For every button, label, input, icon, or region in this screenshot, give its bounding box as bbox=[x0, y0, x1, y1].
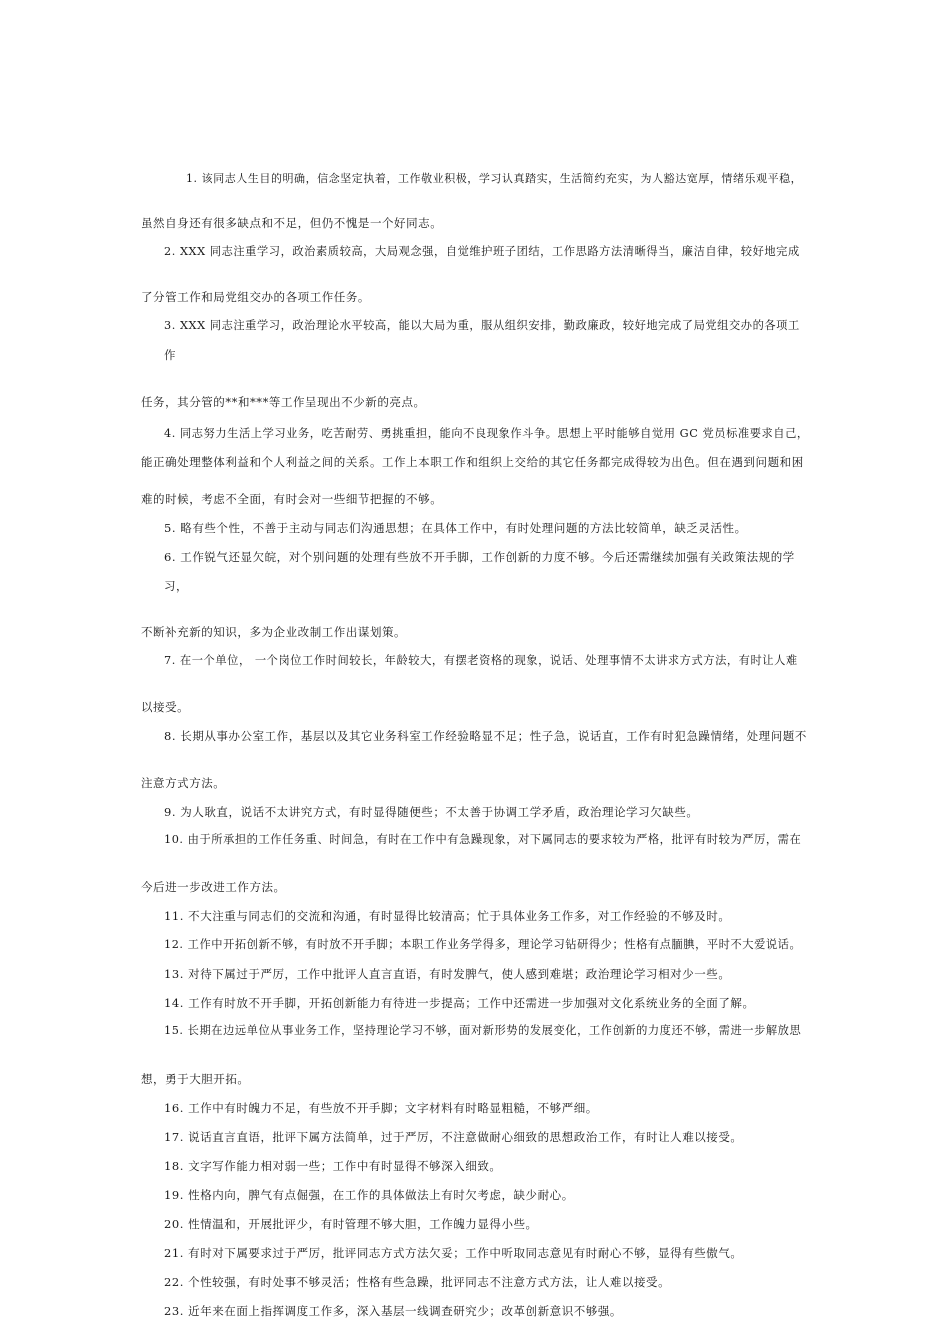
item-4-line-2: 能正确处理整体利益和个人利益之间的关系。工作上本职工作和组织上交给的其它任务都完成得较为出色。但在遇到问题和困 bbox=[141, 455, 804, 469]
item-6-line-1: 6. 工作锐气还显欠皖，对个别问题的处理有些放不开手脚，工作创新的力度不够。今后还需继续加强有关政策法规的学 bbox=[164, 550, 795, 564]
item-6-line-3: 不断补充新的知识，多为企业改制工作出谋划策。 bbox=[141, 625, 407, 639]
item-14-line-1: 14. 工作有时放不开手脚，开拓创新能力有待进一步提高；工作中还需进一步加强对文化系统业务的全面了解。 bbox=[164, 996, 755, 1010]
item-15-line-1: 15. 长期在边远单位从事业务工作，坚持理论学习不够，面对新形势的发展变化，工作创新的力度还不够，需进一步解放思 bbox=[164, 1024, 802, 1037]
item-18-line-1: 18. 文字写作能力相对弱一些；工作中有时显得不够深入细致。 bbox=[164, 1159, 502, 1173]
item-1-line-2: 虽然自身还有很多缺点和不足，但仍不愧是一个好同志。 bbox=[141, 216, 443, 230]
item-19-line-1: 19. 性格内向，脾气有点倔强，在工作的具体做法上有时欠考虑，缺少耐心。 bbox=[164, 1188, 574, 1202]
item-20-line-1: 20. 性情温和，开展批评少，有时管理不够大胆，工作魄力显得小些。 bbox=[164, 1217, 538, 1231]
item-7-line-2: 以接受。 bbox=[141, 700, 190, 714]
item-1-line-1: 1. 该同志人生目的明确，信念坚定执着，工作敬业积极，学习认真踏实，生活简约充实，为人豁达宽厚，情绪乐观平稳， bbox=[186, 172, 803, 185]
item-8-line-1: 8. 长期从事办公室工作，基层以及其它业务科室工作经验略显不足；性子急，说话直，工作有时犯急躁情绪，处理问题不 bbox=[164, 729, 807, 743]
item-22-line-1: 22. 个性较强，有时处事不够灵活；性格有些急躁，批评同志不注意方式方法，让人难以接受。 bbox=[164, 1275, 671, 1289]
item-10-line-2: 今后进一步改进工作方法。 bbox=[141, 880, 286, 894]
item-12-line-1: 12. 工作中开拓创新不够，有时放不开手脚；本职工作业务学得多，理论学习钻研得少；性格有点腼腆，平时不大爱说话。 bbox=[164, 938, 802, 951]
item-16-line-1: 16. 工作中有时魄力不足，有些放不开手脚；文字材料有时略显粗糙，不够严细。 bbox=[164, 1101, 598, 1115]
item-13-line-1: 13. 对待下属过于严厉，工作中批评人直言直语，有时发脾气，使人感到难堪；政治理论学习相对少一些。 bbox=[164, 967, 731, 981]
item-2-line-2: 了分管工作和局党组交办的各项工作任务。 bbox=[141, 290, 370, 304]
item-15-line-2: 想，勇于大胆开拓。 bbox=[141, 1072, 250, 1086]
item-8-line-2: 注意方式方法。 bbox=[141, 776, 226, 790]
item-21-line-1: 21. 有时对下属要求过于严厉，批评同志方式方法欠妥；工作中听取同志意见有时耐心不够，显得有些傲气。 bbox=[164, 1246, 743, 1260]
item-3-line-2: 作 bbox=[164, 348, 177, 362]
item-7-line-1: 7. 在一个单位， 一个岗位工作时间较长，年龄较大，有摆老资格的现象，说话、处理事情不太讲求方式方法，有时让人难 bbox=[164, 654, 798, 667]
item-4-line-1: 4. 同志努力生活上学习业务，吃苦耐劳、勇挑重担，能向不良现象作斗争。思想上平时能够自觉用 GC 党员标准要求自己， bbox=[164, 427, 809, 440]
item-5-line-1: 5. 略有些个性，不善于主动与同志们沟通思想；在具体工作中，有时处理问题的方法比较简单，缺乏灵活性。 bbox=[164, 521, 747, 535]
item-3-line-3: 任务，其分管的**和***等工作呈现出不少新的亮点。 bbox=[141, 395, 426, 409]
item-2-line-1: 2. XXX 同志注重学习，政治素质较高，大局观念强，自觉维护班子团结，工作思路方法清晰得当，廉洁自律，较好地完成 bbox=[164, 245, 800, 258]
item-17-line-1: 17. 说话直言直语，批评下属方法简单，过于严厉，不注意做耐心细致的思想政治工作，有时让人难以接受。 bbox=[164, 1130, 743, 1144]
item-10-line-1: 10. 由于所承担的工作任务重、时间急，有时在工作中有急躁现象，对下属同志的要求较为严格，批评有时较为严厉，需在 bbox=[164, 833, 802, 846]
item-4-line-3: 难的时候，考虑不全面，有时会对一些细节把握的不够。 bbox=[141, 492, 443, 506]
item-6-line-2: 习， bbox=[164, 579, 189, 593]
item-11-line-1: 11. 不大注重与同志们的交流和沟通，有时显得比较清高；忙于具体业务工作多，对工作经验的不够及时。 bbox=[164, 909, 731, 923]
item-9-line-1: 9. 为人耿直，说话不太讲究方式，有时显得随便些；不太善于协调工学矛盾，政治理论学习欠缺些。 bbox=[164, 805, 699, 819]
item-3-line-1: 3. XXX 同志注重学习，政治理论水平较高，能以大局为重，服从组织安排，勤政廉政，较好地完成了局党组交办的各项工 bbox=[164, 319, 800, 332]
item-23-line-1: 23. 近年来在面上指挥调度工作多，深入基层一线调查研究少；改革创新意识不够强。 bbox=[164, 1304, 622, 1318]
